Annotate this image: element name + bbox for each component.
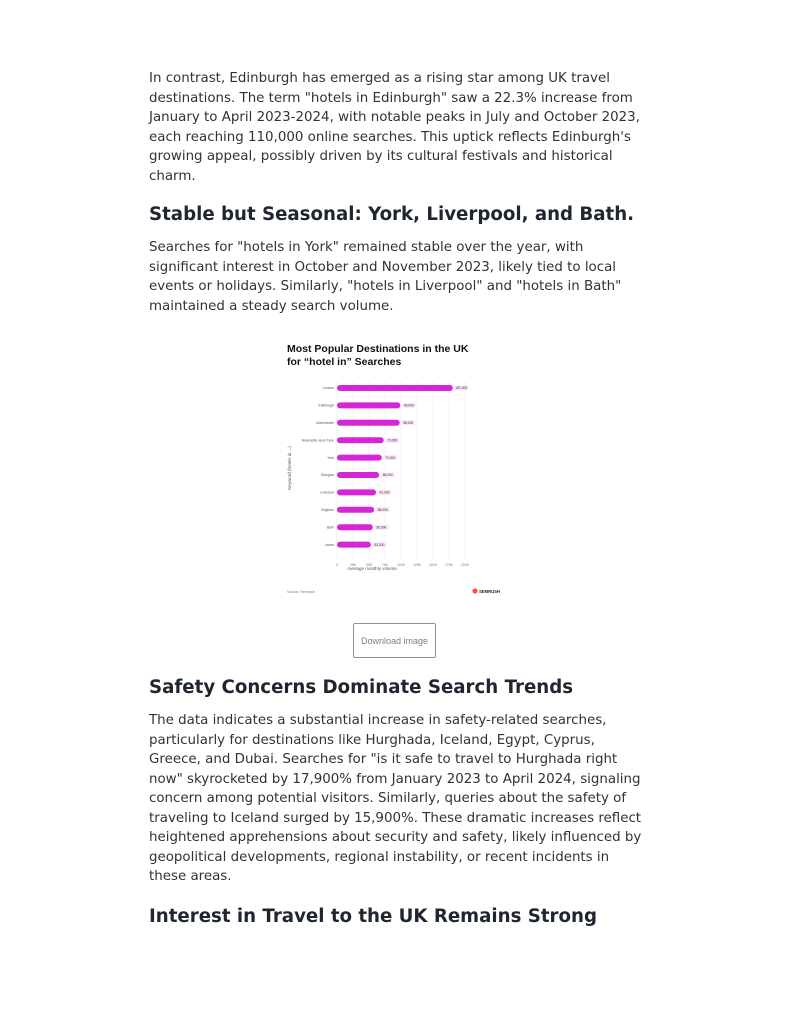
chart-y-tick-label: Glasgow bbox=[320, 473, 334, 478]
chart-x-tick-label: 125K bbox=[413, 563, 421, 567]
chart-data-label: 56,000 bbox=[376, 525, 387, 530]
chart-x-tick-label: 50K bbox=[365, 563, 373, 567]
chart-x-tick-label: 0 bbox=[336, 563, 338, 567]
section-heading-stable-seasonal: Stable but Seasonal: York, Liverpool, and Bath. bbox=[149, 204, 635, 225]
download-image-button[interactable]: Download image bbox=[353, 623, 436, 658]
chart-y-tick-label: London bbox=[322, 386, 334, 391]
section-heading-uk-interest: Interest in Travel to the UK Remains Strong bbox=[149, 906, 597, 927]
chart-bar bbox=[337, 420, 400, 426]
chart-bar bbox=[337, 402, 400, 408]
chart-y-tick-label: York bbox=[327, 455, 334, 460]
section-paragraph-safety: The data indicates a substantial increase in safety-related searches, particularly for destinations like Hurghada, Iceland, Egypt, Cyprus, Greece, and Dubai. Searches for "is it safe to travel to Hurghada right now" skyrocketed by 17,900% from January 2023 to April 2024, signaling concern among potential visitors. Similarly, queries about the safety of traveling to Iceland surged by 15,900%. These dramatic increases reflect heightened apprehensions about security and safety, likely influenced by geopolitical developments, regional instability, or recent incidents in these areas. bbox=[149, 713, 642, 884]
section-heading-safety: Safety Concerns Dominate Search Trends bbox=[149, 677, 574, 698]
chart-x-axis-label: Average monthly volume bbox=[347, 566, 397, 571]
chart-y-tick-label: Brighton bbox=[321, 508, 334, 512]
chart-bar bbox=[337, 385, 453, 391]
chart-x-tick-label: 75K bbox=[381, 563, 389, 567]
chart-x-tick-label: 100K bbox=[397, 563, 405, 567]
chart-data-label: 66,000 bbox=[382, 473, 393, 478]
semrush-logo-icon bbox=[472, 588, 477, 593]
chart-y-tick-label: Leeds bbox=[324, 542, 334, 547]
chart-y-tick-label: Newcastle upon Tyne bbox=[301, 438, 334, 443]
chart-data-label: 98,000 bbox=[403, 421, 414, 425]
chart-bar bbox=[337, 489, 376, 495]
bar-chart bbox=[280, 335, 512, 599]
chart-title-line-2: for “hotel in” Searches bbox=[287, 356, 402, 368]
chart-data-label: 61,000 bbox=[379, 490, 390, 495]
chart-bar bbox=[337, 472, 379, 478]
chart-title: Most Popular Destinations in the UK bbox=[287, 343, 469, 355]
chart-data-label: 53,000 bbox=[374, 542, 385, 547]
chart-y-tick-label: Bath bbox=[327, 525, 334, 530]
chart-image bbox=[280, 335, 512, 599]
chart-bar bbox=[337, 542, 371, 548]
chart-data-label: 73,000 bbox=[387, 438, 398, 443]
semrush-logo-text: SEMRUSH bbox=[479, 589, 500, 594]
section-paragraph-stable-seasonal: Searches for "hotels in York" remained stable over the year, with significant interest in October and November 2023, likely tied to local events or holidays. Similarly, "hotels in Liverpool" and "hotels in Bath" maintained a steady search volume. bbox=[149, 240, 622, 314]
chart-data-label: 181,000 bbox=[455, 386, 468, 391]
chart-y-tick-label: Liverpool bbox=[320, 490, 334, 495]
chart-y-tick-label: Manchester bbox=[316, 421, 334, 425]
chart-bar bbox=[337, 507, 374, 513]
semrush-logo bbox=[472, 588, 500, 594]
chart-x-tick-label: 25K bbox=[349, 563, 357, 567]
chart-data-label: 99,000 bbox=[403, 403, 414, 408]
chart-bar bbox=[337, 437, 384, 443]
intro-paragraph: In contrast, Edinburgh has emerged as a rising star among UK travel destinations. The term "hotels in Edinburgh" saw a 22.3% increase from January to April 2023-2024, with notable peaks in July and October 2023, each reaching 110,000 online searches. This uptick reflects Edinburgh's growing appeal, possibly driven by its cultural festivals and historical charm. bbox=[149, 71, 640, 184]
chart-bar bbox=[337, 455, 382, 461]
chart-x-tick-label: 200K bbox=[461, 563, 469, 567]
chart-y-tick-label: Edinburgh bbox=[318, 403, 334, 408]
chart-x-tick-label: 175K bbox=[445, 563, 453, 567]
chart-y-axis-label: Keyword (hotels in ...) bbox=[287, 446, 292, 490]
chart-source-label: Source: Semrush bbox=[287, 590, 315, 594]
chart-bar bbox=[337, 524, 373, 530]
chart-data-label: 58,000 bbox=[377, 508, 388, 512]
chart-data-label: 70,000 bbox=[385, 455, 396, 460]
chart-x-tick-label: 150K bbox=[429, 563, 437, 567]
